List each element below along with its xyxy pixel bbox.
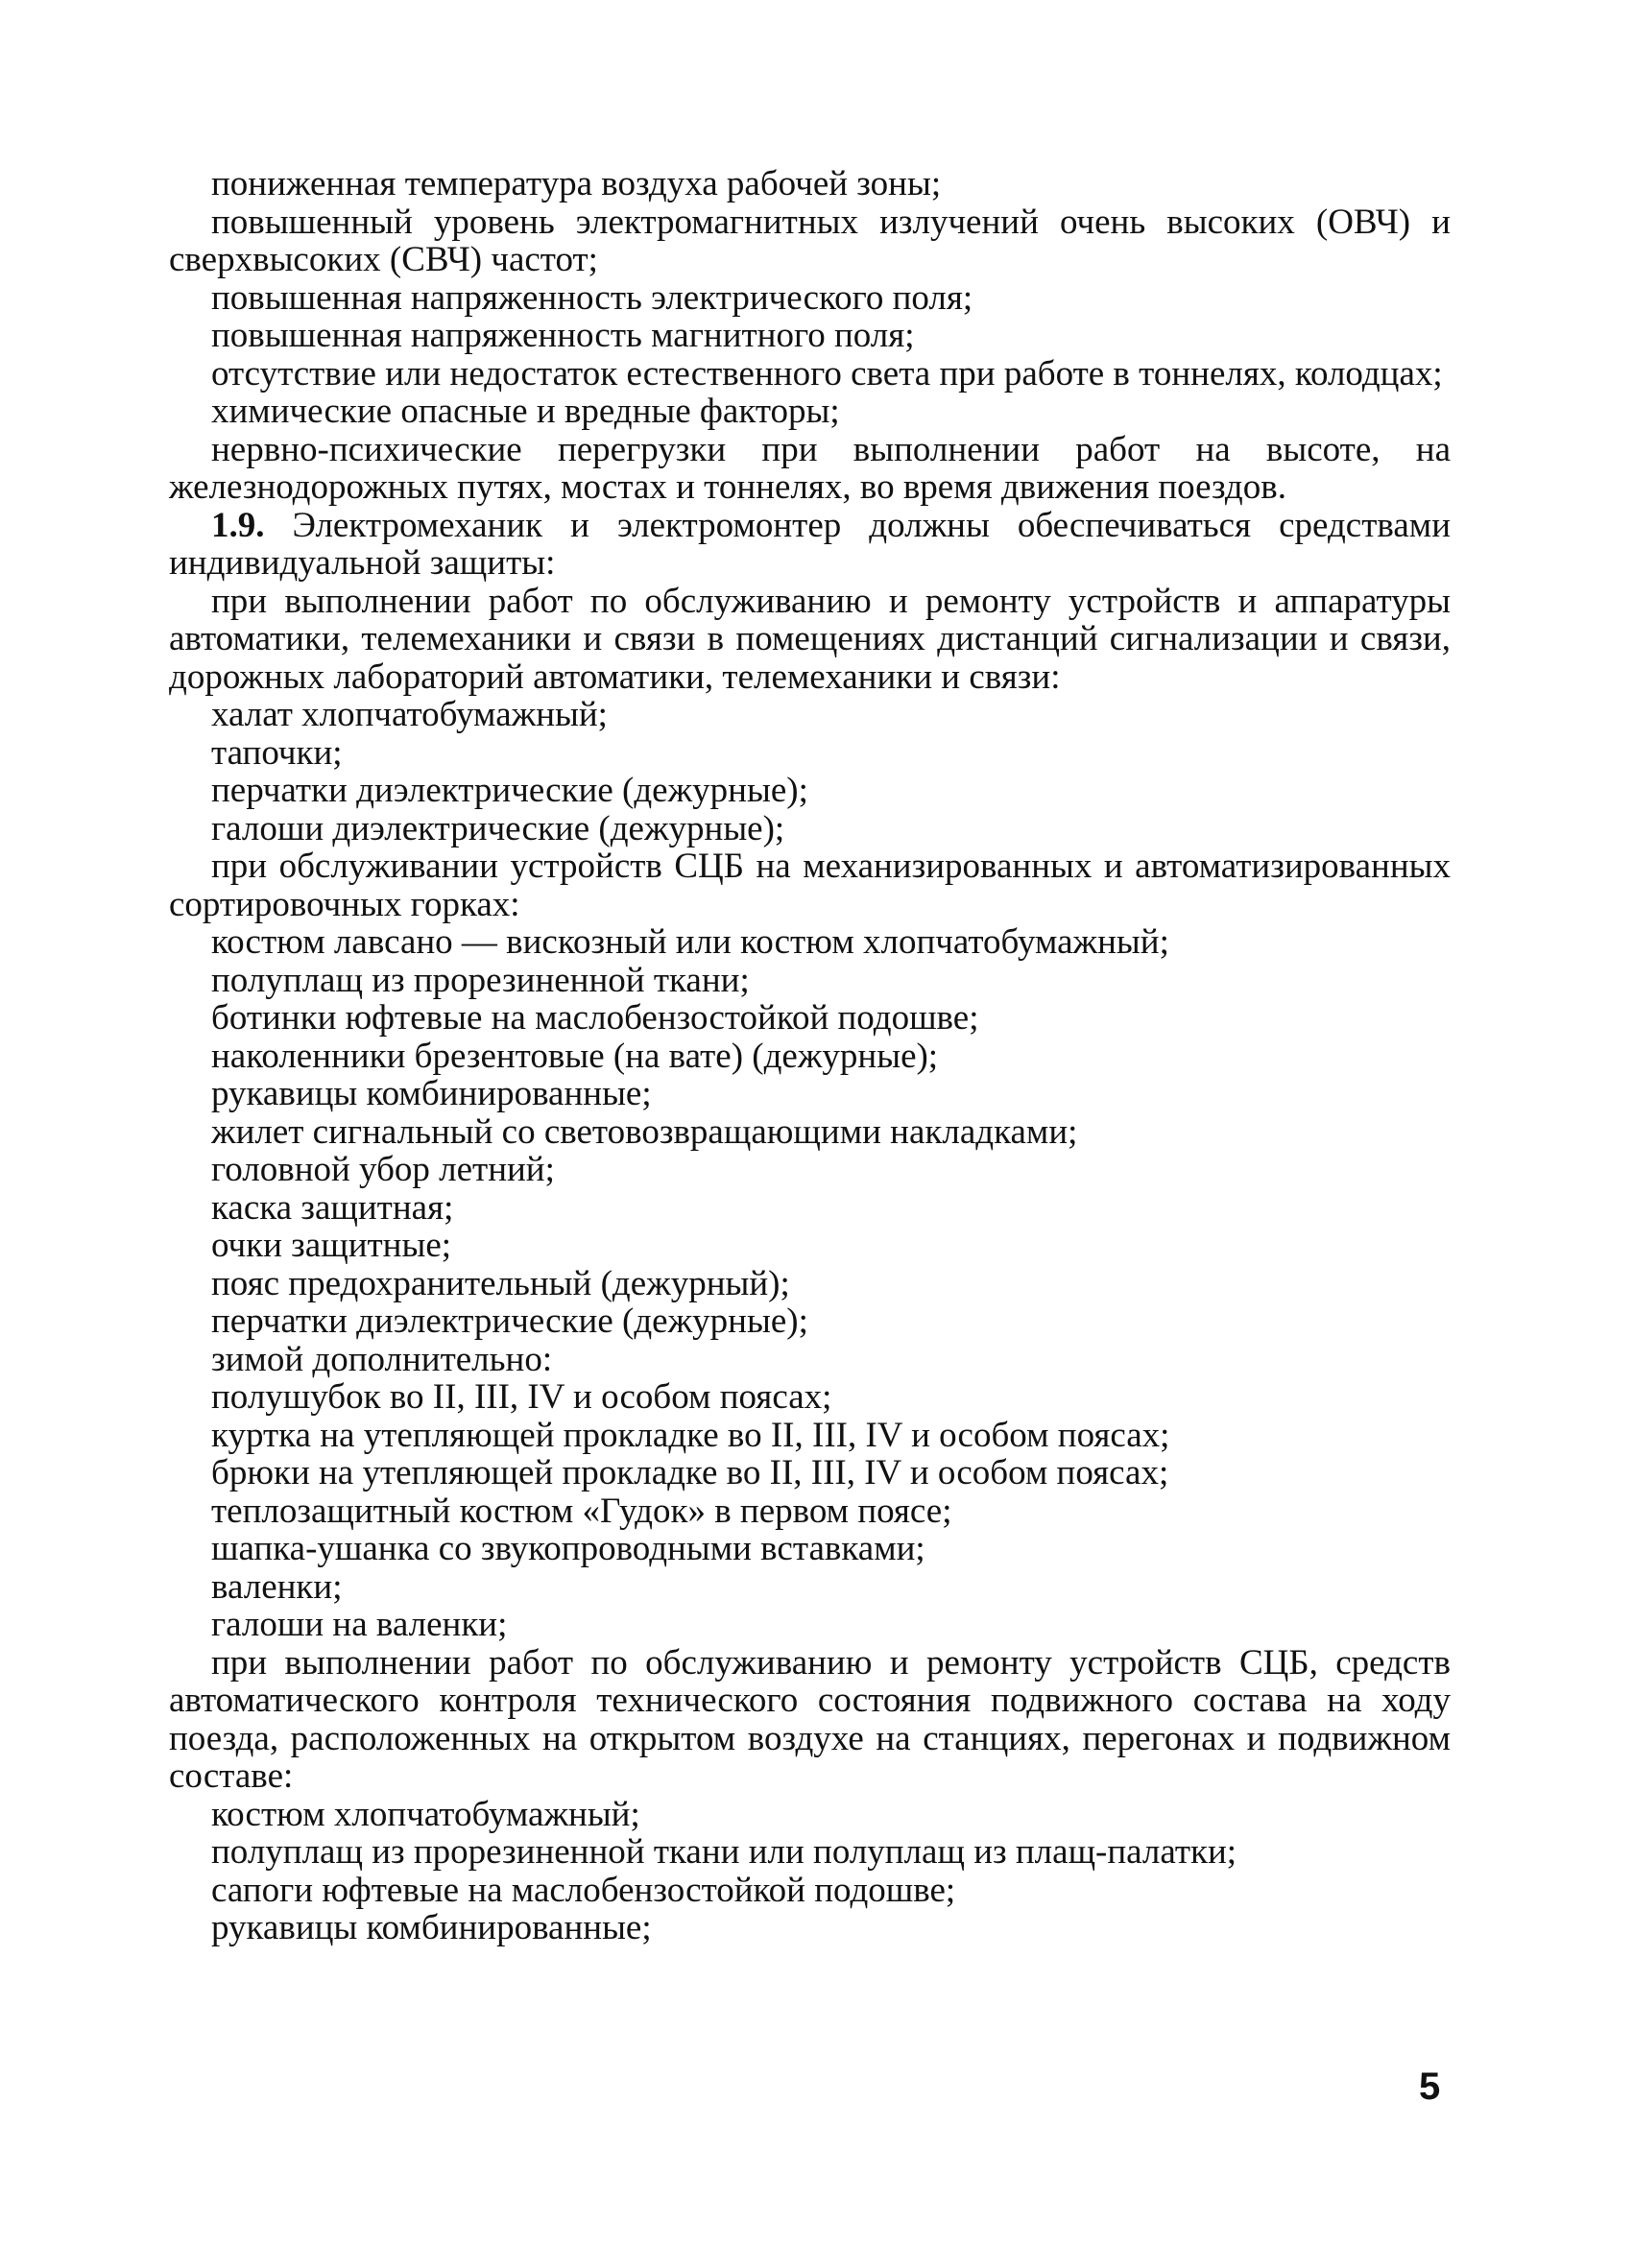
list-item: пояс предохранительный (дежурный);: [211, 1263, 790, 1303]
list-item: куртка на утепляющей прокладке во II, III, IV и особом поясах;: [211, 1415, 1170, 1455]
list-item: наколенники брезентовые (на вате) (дежурные);: [211, 1036, 939, 1076]
section-text: Электромеханик и электромонтер должны обеспечиваться средствами индивидуальной защиты:: [169, 505, 1451, 583]
section-number: 1.9.: [211, 505, 265, 545]
paragraph: нервно-психические перегрузки при выполнении работ на высоте, на железнодорожных путях, мостах и тоннелях, во время движения поездов.: [169, 429, 1451, 507]
list-item: очки защитные;: [211, 1226, 452, 1265]
list-item: шапка-ушанка со звукопроводными вставками;: [211, 1529, 925, 1568]
list-item: каска защитная;: [211, 1187, 454, 1228]
list-item: перчатки диэлектрические (дежурные);: [211, 1301, 808, 1341]
paragraph: повышенный уровень электромагнитных излучений очень высоких (ОВЧ) и сверхвысоких (СВЧ) частот;: [169, 202, 1451, 279]
list-item: полушубок во II, III, IV и особом поясах;: [211, 1377, 832, 1417]
list-item: брюки на утепляющей прокладке во II, III, IV и особом поясах;: [211, 1453, 1169, 1492]
body-text: [169, 165, 1451, 1947]
list-item: головной убор летний;: [211, 1150, 555, 1189]
paragraph: пониженная температура воздуха рабочей зоны;: [211, 164, 942, 203]
paragraph: химические опасные и вредные факторы;: [211, 392, 840, 431]
paragraph: при обслуживании устройств СЦБ на механизированных и автоматизированных сортировочных горках:: [169, 847, 1451, 924]
list-item: костюм хлопчатобумажный;: [211, 1794, 640, 1834]
paragraph: при выполнении работ по обслуживанию и ремонту устройств и аппаратуры автоматики, телемеханики и связи в помещениях дистанций сигнализации и связи, дорожных лабораторий автоматики, телемеханики и связи:: [169, 581, 1451, 697]
list-item: галоши на валенки;: [211, 1605, 508, 1644]
page-number: 5: [1419, 2065, 1441, 2108]
paragraph: отсутствие или недостаток естественного света при работе в тоннелях, колодцах;: [211, 353, 1443, 394]
paragraph: при выполнении работ по обслуживанию и ремонту устройств СЦБ, средств автоматического контроля технического состояния подвижного состава на ходу поезда, расположенных на открытом воздухе на станциях, перегонах и подвижном составе:: [169, 1642, 1451, 1796]
list-item: халат хлопчатобумажный;: [211, 695, 608, 734]
list-item: полуплащ из прорезиненной ткани или полуплащ из плащ-палатки;: [211, 1832, 1237, 1872]
section-paragraph-1-9: [169, 507, 1451, 583]
list-item: тапочки;: [211, 732, 343, 773]
paragraph: повышенная напряженность магнитного поля;: [211, 316, 915, 355]
list-item: валенки;: [211, 1566, 343, 1607]
list-item: галоши диэлектрические (дежурные);: [211, 808, 785, 848]
list-item: костюм лавсано — вискозный или костюм хлопчатобумажный;: [211, 922, 1169, 962]
list-item: рукавицы комбинированные;: [211, 1908, 652, 1947]
list-item: зимой дополнительно:: [211, 1339, 553, 1379]
list-item: ботинки юфтевые на маслобензостойкой подошве;: [211, 998, 979, 1038]
list-item: теплозащитный костюм «Гудок» в первом поясе;: [211, 1491, 952, 1531]
list-item: сапоги юфтевые на маслобензостойкой подошве;: [211, 1870, 956, 1910]
list-item: полуплащ из прорезиненной ткани;: [211, 960, 750, 1000]
paragraph: повышенная напряженность электрического поля;: [211, 277, 973, 318]
list-item: жилет сигнальный со световозвращающими накладками;: [211, 1111, 1078, 1152]
list-item: рукавицы комбинированные;: [211, 1074, 652, 1113]
list-item: перчатки диэлектрические (дежурные);: [211, 771, 808, 810]
